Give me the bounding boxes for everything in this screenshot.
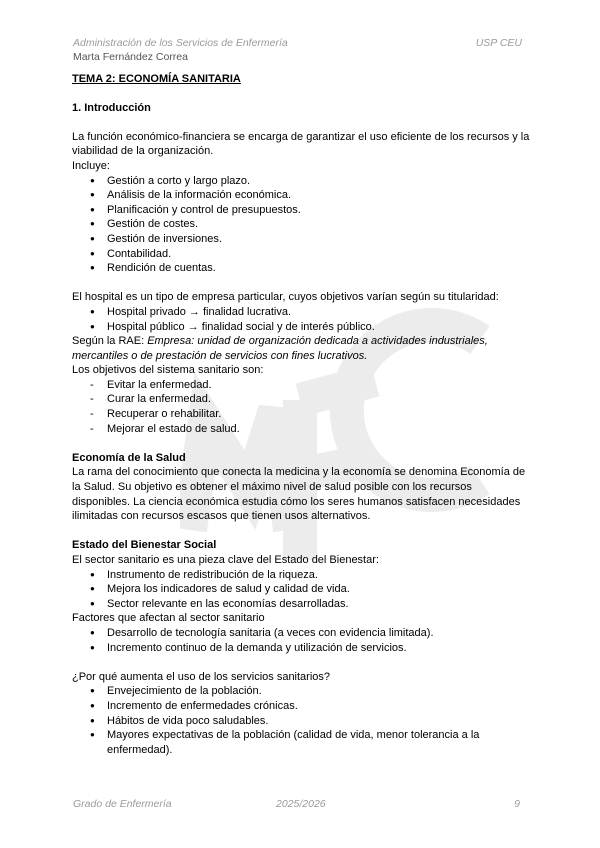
header-author: Marta Fernández Correa: [73, 51, 188, 63]
objetivos-intro: Los objetivos del sistema sanitario son:: [72, 364, 264, 377]
porque-question: ¿Por qué aumenta el uso de los servicios sanitarios?: [72, 670, 331, 683]
list-item: - Mejorar el estado de salud.: [72, 422, 532, 437]
page-number: 9: [514, 798, 520, 810]
bienestar-paragraph: El sector sanitario es una pieza clave del Estado del Bienestar:: [72, 554, 379, 566]
list-item: ● Gestión de inversiones.: [72, 232, 532, 247]
list-item: ● Incremento de enfermedades crónicas.: [72, 699, 532, 714]
list-item: ● Gestión de costes.: [72, 217, 532, 232]
section-heading-bienestar: Estado del Bienestar Social: [72, 539, 217, 552]
hospital-paragraph: El hospital es un tipo de empresa particular, cuyos objetivos varían según su titularidad:: [72, 291, 499, 304]
header-university: USP CEU: [475, 37, 522, 49]
rae-definition: [72, 334, 532, 363]
document-body: [72, 72, 532, 757]
list-item: ● Mayores expectativas de la población (calidad de vida, menor tolerancia a la enfermedad).: [72, 728, 532, 757]
list-item: ● Análisis de la información económica.: [72, 188, 532, 203]
rae-definition-text: Empresa: unidad de organización dedicada a actividades industriales, mercantiles o de prestación de servicios con fines lucrativos.: [72, 335, 488, 362]
section-heading-introduccion: 1. Introducción: [72, 101, 151, 114]
rae-prefix: Según la RAE:: [72, 335, 148, 348]
list-item: ● Mejora los indicadores de salud y calidad de vida.: [72, 582, 532, 597]
list-item: ● Rendición de cuentas.: [72, 261, 532, 276]
list-item: ● Planificación y control de presupuestos.: [72, 203, 532, 218]
list-item: ● Gestión a corto y largo plazo.: [72, 174, 532, 189]
document-title: TEMA 2: ECONOMÍA SANITARIA: [72, 73, 241, 85]
list-item: ● Instrumento de redistribución de la riqueza.: [72, 568, 532, 583]
list-item: ● Incremento continuo de la demanda y utilización de servicios.: [72, 641, 532, 656]
hospital-list: [72, 305, 532, 334]
list-item: ● Hábitos de vida poco saludables.: [72, 714, 532, 729]
list-item: - Evitar la enfermedad.: [72, 378, 532, 393]
footer-year: 2025/2026: [276, 798, 326, 810]
bienestar-list: [72, 568, 532, 612]
list-item: - Recuperar o rehabilitar.: [72, 407, 532, 422]
porque-list: [72, 684, 532, 757]
list-item: - Curar la enfermedad.: [72, 392, 532, 407]
factores-intro: Factores que afectan al sector sanitario: [72, 612, 265, 625]
footer-degree: Grado de Enfermería: [73, 798, 172, 810]
list-item: ● Envejecimiento de la población.: [72, 684, 532, 699]
list-item: ● Sector relevante en las economías desarrolladas.: [72, 597, 532, 612]
objetivos-list: [72, 378, 532, 436]
list-item: ● Desarrollo de tecnología sanitaria (a veces con evidencia limitada).: [72, 626, 532, 641]
list-item: ● Hospital público → finalidad social y de interés público.: [72, 320, 532, 335]
incluye-list: [72, 174, 532, 276]
section-heading-economia: Economía de la Salud: [72, 451, 186, 464]
factores-list: [72, 626, 532, 655]
list-item: ● Hospital privado → finalidad lucrativa.: [72, 305, 532, 320]
incluye-label: Incluye:: [72, 159, 110, 172]
list-item: ● Contabilidad.: [72, 247, 532, 262]
economia-paragraph: La rama del conocimiento que conecta la medicina y la economía se denomina Economía de la Salud. Su objetivo es obtener el máximo nivel de salud posible con los recursos disponibles. La ciencia económica estudia cómo los seres humanos satisfacen necesidades ilimitadas con recursos escasos que tienen usos alternativos.: [72, 466, 526, 523]
header-course: Administración de los Servicios de Enfermería: [73, 37, 288, 49]
intro-paragraph: La función económico-financiera se encarga de garantizar el uso eficiente de los recursos y la viabilidad de la organización.: [72, 130, 530, 158]
